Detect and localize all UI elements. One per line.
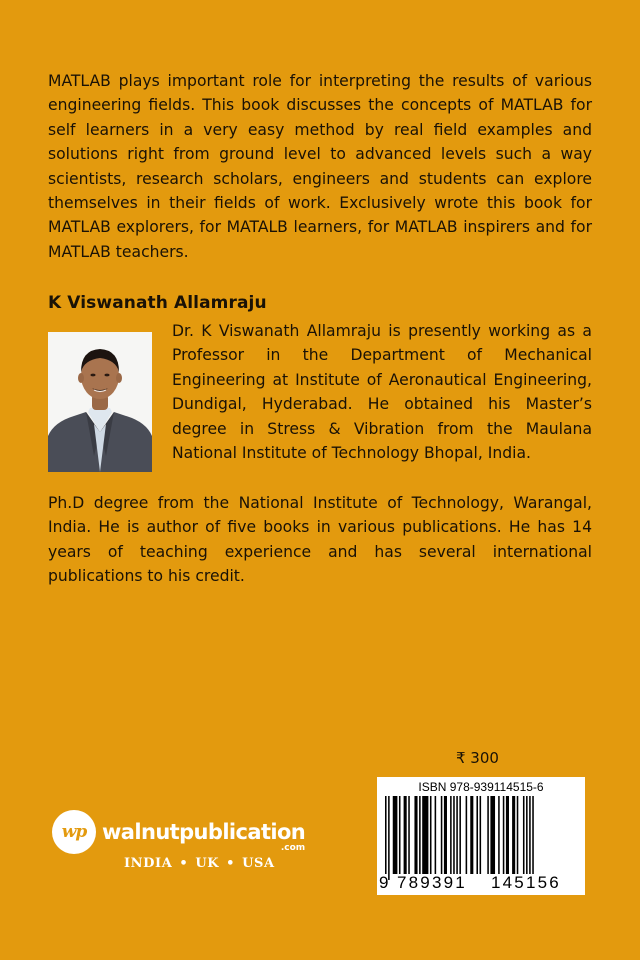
barcode-bar	[430, 796, 432, 874]
region-usa: USA	[242, 856, 275, 871]
publisher-regions	[124, 856, 275, 871]
publisher-name-text: walnutpublication	[102, 820, 306, 844]
author-name: K Viswanath Allamraju	[48, 293, 267, 313]
isbn-barcode	[377, 777, 585, 895]
barcode-bar	[419, 796, 421, 874]
barcode-bar	[399, 796, 401, 874]
barcode-bar	[466, 796, 468, 874]
barcode-bar	[408, 796, 410, 874]
barcode-bar	[512, 796, 515, 874]
publisher-domain-suffix: .com	[280, 843, 306, 853]
barcode-bar	[444, 796, 447, 874]
walnut-logo-icon: wp	[52, 810, 96, 854]
region-india: INDIA	[124, 856, 173, 871]
barcode-bar	[441, 796, 443, 874]
author-photo	[48, 332, 152, 472]
barcode-bar	[526, 796, 528, 874]
barcode-bar	[404, 796, 407, 874]
barcode-bar	[422, 796, 428, 874]
barcode-lead-digit: 9	[379, 873, 389, 892]
barcode-bar	[459, 796, 461, 880]
barcode-left-digits: 789391	[397, 873, 467, 892]
barcode-bar	[456, 796, 458, 880]
book-description	[48, 69, 592, 264]
barcode-bar	[523, 796, 525, 874]
barcode-bar	[385, 796, 387, 880]
barcode-bar	[506, 796, 509, 874]
barcode-bar	[498, 796, 500, 874]
region-uk: UK	[195, 856, 220, 871]
barcode-right-digits: 145156	[491, 873, 561, 892]
book-description-text: MATLAB plays important role for interpreting the results of various engineering fields. This book discusses the concepts of MATLAB for self learners in a very easy method by real field examples and solutions right from ground level to advanced levels such a way scientists, research scholars, engineers and students can explore themselves in their fields of work. Exclusively wrote this book for MATLAB explorers, for MATALB learners, for MATLAB inspirers and for MATLAB teachers.	[48, 72, 592, 261]
barcode-bar	[453, 796, 455, 880]
author-portrait-image	[48, 332, 152, 472]
isbn-label: ISBN 978-939114515-6	[418, 780, 544, 794]
barcode-bar	[414, 796, 417, 874]
price-label: ₹ 300	[456, 749, 499, 767]
barcode-bar	[393, 796, 398, 874]
barcode-bar	[529, 796, 531, 880]
publisher-name	[102, 820, 306, 853]
author-bio-secondary: Ph.D degree from the National Institute of Technology, Warangal, India. He is author of five books in various publications. He has 14 years of teaching experience and has several international publications to his credit.	[48, 494, 592, 586]
region-separator: •	[226, 856, 236, 871]
barcode-bar	[532, 796, 534, 880]
barcode-bar	[450, 796, 452, 874]
barcode-bar	[517, 796, 519, 874]
publisher-logo	[52, 808, 305, 856]
barcode-bar	[480, 796, 482, 874]
barcode-bar	[476, 796, 478, 874]
barcode-bar	[503, 796, 505, 874]
barcode-bar	[435, 796, 437, 874]
author-bio-primary: Dr. K Viswanath Allamraju is presently working as a Professor in the Department of Mechanical Engineering at Institute of Aeronautical Engineering, Dundigal, Hyderabad. He obtained his Master’s degree in Stress & Vibration from the Maulana National Institute of Technology Bhopal, India.	[172, 322, 592, 463]
region-separator: •	[179, 856, 189, 871]
barcode-bar	[388, 796, 390, 880]
barcode-bar	[470, 796, 473, 874]
barcode-bar	[490, 796, 495, 874]
barcode-bar	[487, 796, 489, 874]
